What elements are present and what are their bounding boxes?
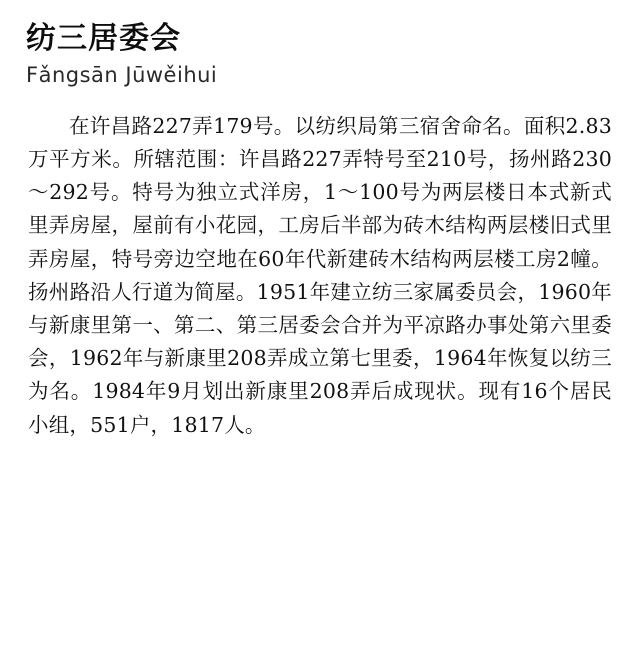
entry-body-paragraph: 在许昌路227弄179号。以纺织局第三宿舍命名。面积2.83万平方米。所辖范围：许昌路227弄特号至210号，扬州路230～292号。特号为独立式洋房，1～100号为两层楼日本式新式里弄房屋，屋前有小花园，工房后半部为砖木结构两层楼旧式里弄房屋，特号旁边空地在60年代新建砖木结构两层楼工房2幢。扬州路沿人行道为简屋。1951年建立纺三家属委员会，1960年与新康里第一、第二、第三居委会合并为平凉路办事处第六里委会，1962年与新康里208弄成立第七里委，1964年恢复以纺三为名。1984年9月划出新康里208弄后成现状。现有16个居民小组，551户，1817人。	[28, 113, 612, 437]
entry-pinyin: Fǎngsān Jūwěihui	[26, 62, 218, 87]
entry-title: 纺三居委会	[26, 21, 181, 56]
